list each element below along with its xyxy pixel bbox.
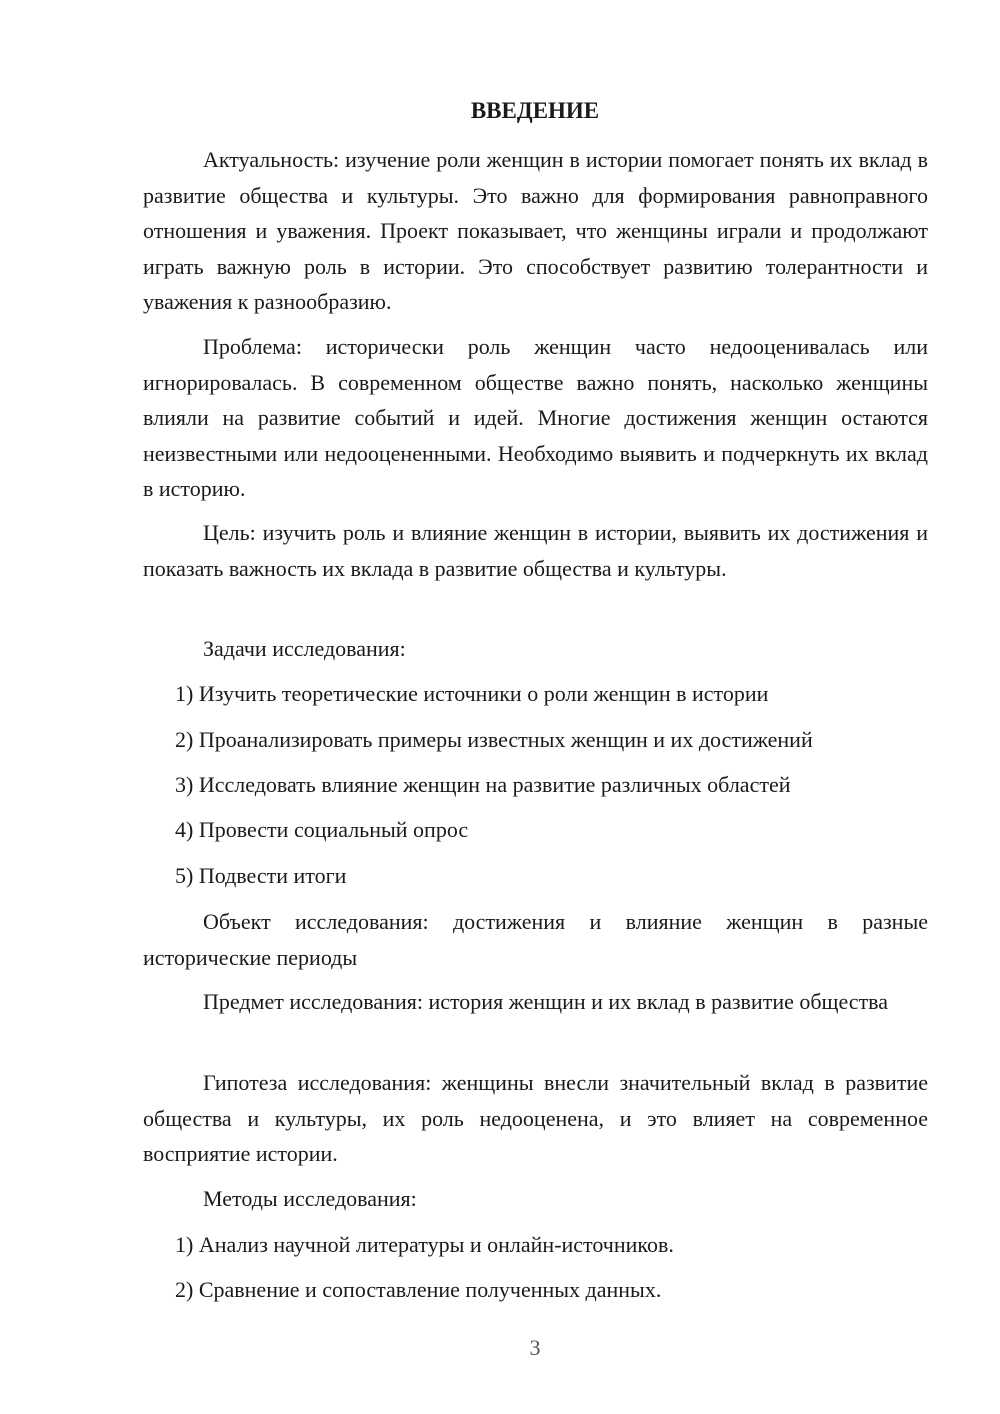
hypothesis-paragraph: Гипотеза исследования: женщины внесли значительный вклад в развитие общества и культуры, их роль недооценена, и это влияет на современное восприятие истории. xyxy=(143,1070,928,1166)
task-item-3: 3) Исследовать влияние женщин на развитие различных областей xyxy=(175,772,791,797)
object-paragraph: Объект исследования: достижения и влияние женщин в разные исторические периоды xyxy=(143,909,928,970)
task-item-2: 2) Проанализировать примеры известных женщин и их достижений xyxy=(175,727,813,752)
tasks-title: Задачи исследования: xyxy=(203,636,406,661)
method-item-1: 1) Анализ научной литературы и онлайн-источников. xyxy=(175,1232,674,1257)
subject-paragraph: Предмет исследования: история женщин и их вклад в развитие общества xyxy=(203,989,889,1014)
problem-paragraph: Проблема: исторически роль женщин часто недооценивалась или игнорировалась. В современном обществе важно понять, насколько женщины влияли на развитие событий и идей. Многие достижения женщин остаются неизвестными или недооцененными. Необходимо выявить и подчеркнуть их вклад в историю. xyxy=(143,334,928,501)
section-heading: ВВЕДЕНИЕ xyxy=(470,98,600,123)
task-item-4: 4) Провести социальный опрос xyxy=(175,817,469,842)
method-item-2: 2) Сравнение и сопоставление полученных данных. xyxy=(175,1277,662,1302)
page-number: 3 xyxy=(529,1335,541,1360)
task-item-5: 5) Подвести итоги xyxy=(175,863,347,888)
methods-title: Методы исследования: xyxy=(203,1186,417,1211)
relevance-paragraph: Актуальность: изучение роли женщин в истории помогает понять их вклад в развитие общества и культуры. Это важно для формирования равноправного отношения и уважения. Проект показывает, что женщины играли и продолжают играть важную роль в истории. Это способствует развитию толерантности и уважения к разнообразию. xyxy=(143,147,928,314)
task-item-1: 1) Изучить теоретические источники о роли женщин в истории xyxy=(175,681,769,706)
goal-paragraph: Цель: изучить роль и влияние женщин в истории, выявить их достижения и показать важность их вклада в развитие общества и культуры. xyxy=(143,520,928,581)
